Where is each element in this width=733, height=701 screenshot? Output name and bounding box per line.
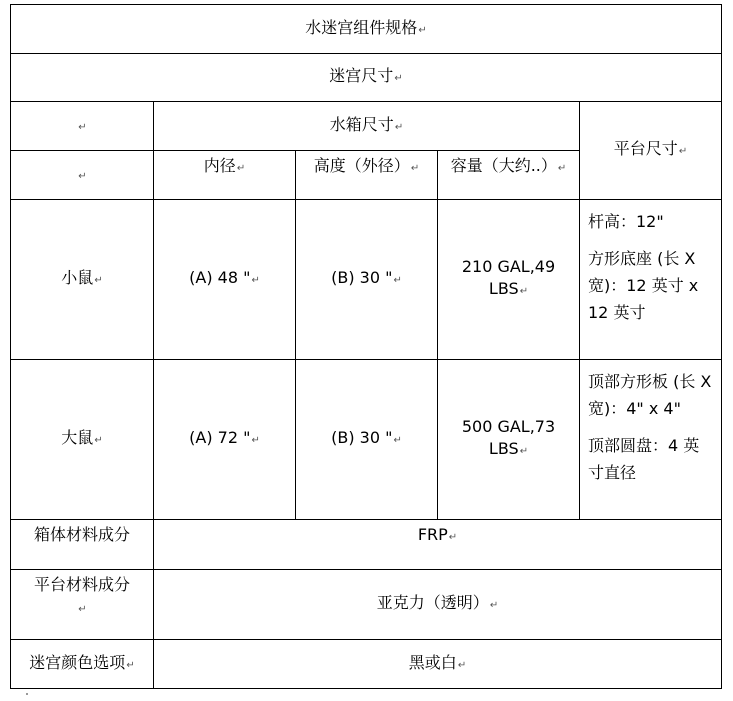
height-cell — [296, 200, 438, 360]
material-label-cell — [11, 640, 154, 689]
table-row — [11, 360, 722, 520]
material-label: 迷宫颜色选项 — [29, 652, 126, 672]
inner-diameter-cell — [154, 360, 296, 520]
row-label: 大鼠 — [61, 428, 94, 447]
inner-diameter-cell — [154, 200, 296, 360]
stray-dot — [26, 693, 28, 695]
platform-size-label: 平台尺寸 — [613, 139, 678, 158]
paragraph-mark: ↵ — [78, 121, 87, 133]
paragraph-mark: ↵ — [678, 146, 688, 157]
tank-size-label: 水箱尺寸 — [329, 114, 394, 134]
platform-cell — [580, 360, 722, 520]
paragraph-mark: ↵ — [519, 446, 529, 457]
maze-size-label: 迷宫尺寸 — [329, 66, 394, 85]
material-label: 箱体材料成分 — [33, 525, 130, 544]
tank-size-cell — [154, 102, 580, 151]
paragraph-mark: ↵ — [126, 659, 135, 671]
material-value-cell — [154, 570, 722, 640]
paragraph-mark: ↵ — [251, 435, 260, 446]
material-label-cell — [11, 570, 154, 640]
row-label-cell — [11, 360, 154, 520]
empty-subheader-cell — [11, 151, 154, 200]
paragraph-mark: ↵ — [393, 435, 402, 446]
inner-diameter-label: 内径 — [203, 156, 236, 175]
material-value: FRP — [417, 525, 448, 544]
material-label-cell — [11, 520, 154, 570]
maze-size-cell — [11, 54, 722, 102]
capacity-cell — [438, 360, 580, 520]
table-title-cell — [11, 5, 722, 54]
spec-table — [10, 4, 722, 689]
maze-size-row — [11, 54, 722, 102]
inner-diameter-value: (A) 48 " — [189, 268, 251, 287]
height-value: (B) 30 " — [331, 268, 393, 287]
platform-line: 顶部方形板 (长 X 宽)：4" x 4" — [588, 372, 712, 418]
paragraph-mark: ↵ — [78, 170, 87, 182]
inner-diameter-header — [154, 151, 296, 200]
paragraph-mark: ↵ — [418, 24, 427, 36]
capacity-label: 容量（大约..） — [450, 156, 557, 175]
paragraph-mark: ↵ — [519, 286, 529, 297]
height-cell — [296, 360, 438, 520]
row-label: 小鼠 — [61, 268, 94, 287]
paragraph-mark: ↵ — [557, 163, 567, 174]
row-label-cell — [11, 200, 154, 360]
paragraph-mark: ↵ — [393, 275, 402, 286]
paragraph-mark: ↵ — [78, 604, 87, 615]
paragraph-mark: ↵ — [236, 163, 246, 174]
paragraph-mark: ↵ — [251, 275, 260, 286]
paragraph-mark: ↵ — [394, 73, 403, 84]
material-label: 平台材料成分 — [33, 575, 130, 594]
paragraph-mark: ↵ — [489, 600, 499, 611]
inner-diameter-value: (A) 72 " — [189, 428, 251, 447]
paragraph-mark: ↵ — [394, 121, 404, 133]
paragraph-mark: ↵ — [410, 163, 420, 174]
material-row — [11, 520, 722, 570]
platform-line: 顶部圆盘：4 英寸直径 — [588, 436, 700, 482]
platform-size-cell — [580, 102, 722, 200]
paragraph-mark: ↵ — [94, 435, 103, 446]
platform-line: 方形底座 (长 X 宽)：12 英寸 x 12 英寸 — [588, 249, 699, 322]
platform-line: 杆高：12" — [588, 212, 664, 231]
paragraph-mark: ↵ — [448, 532, 458, 543]
material-value-cell — [154, 520, 722, 570]
paragraph-mark: ↵ — [94, 275, 103, 286]
material-row — [11, 570, 722, 640]
title-row — [11, 5, 722, 54]
capacity-value: 500 GAL,73 LBS — [461, 417, 556, 458]
tank-header-row — [11, 102, 722, 151]
empty-header-cell — [11, 102, 154, 151]
material-value-cell — [154, 640, 722, 689]
height-label: 高度（外径） — [313, 156, 410, 175]
height-value: (B) 30 " — [331, 428, 393, 447]
capacity-cell — [438, 200, 580, 360]
paragraph-mark: ↵ — [457, 659, 467, 671]
material-value: 亚克力（透明） — [376, 593, 489, 612]
capacity-header — [438, 151, 580, 200]
platform-cell — [580, 200, 722, 360]
material-row — [11, 640, 722, 689]
material-value: 黑或白 — [408, 652, 457, 672]
capacity-value: 210 GAL,49 LBS — [461, 257, 556, 298]
height-header — [296, 151, 438, 200]
table-row — [11, 200, 722, 360]
table-title: 水迷宫组件规格 — [305, 17, 418, 37]
